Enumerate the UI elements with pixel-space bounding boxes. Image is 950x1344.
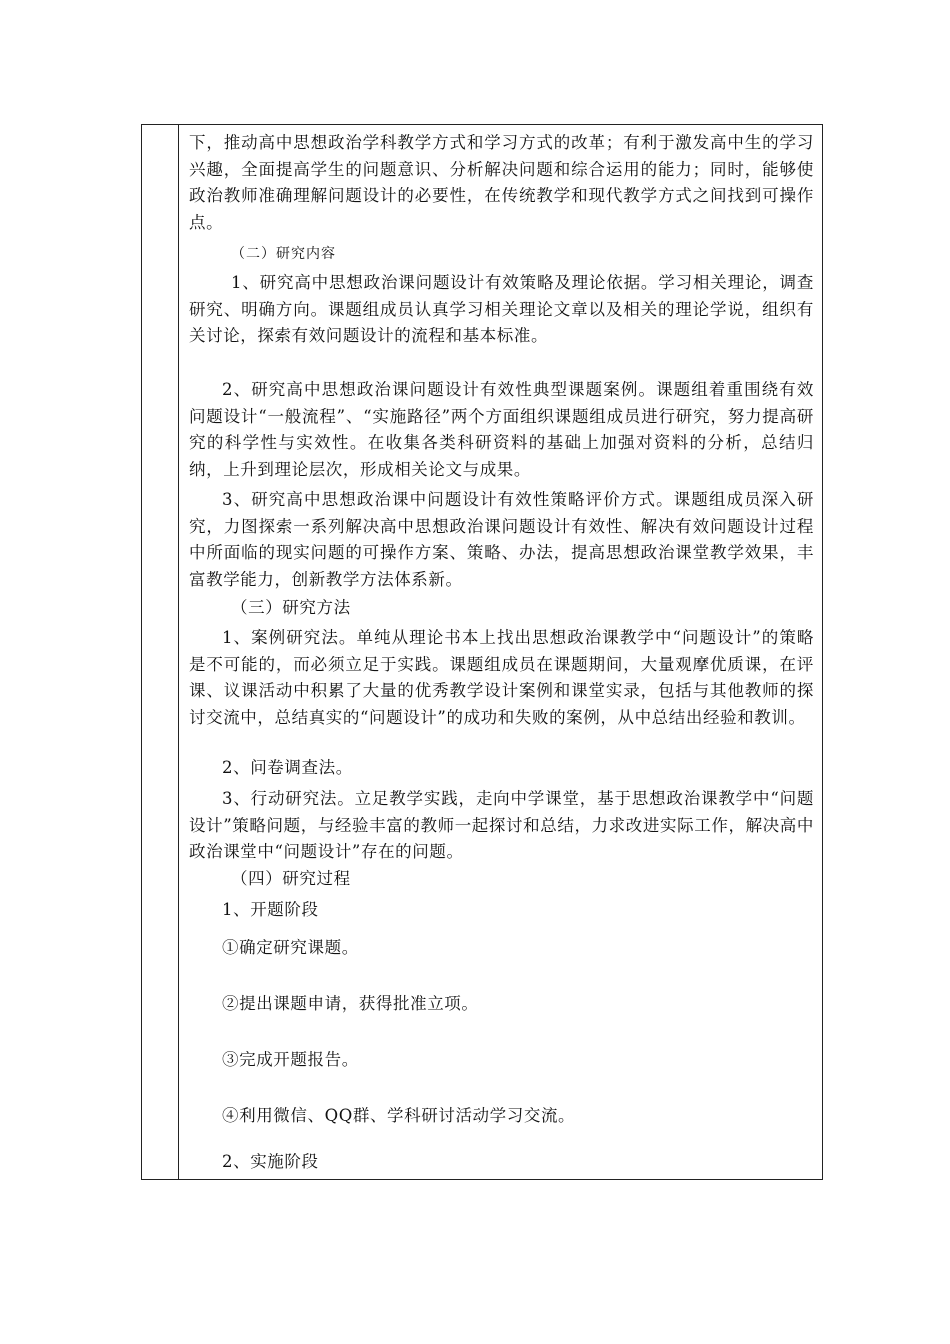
paragraph-process-stage-2: 2、实施阶段 bbox=[222, 1152, 319, 1171]
document-table bbox=[141, 124, 823, 1180]
heading-research-process: （四）研究过程 bbox=[231, 869, 351, 888]
paragraph-intro-continuation: 下，推动高中思想政治学科教学方式和学习方式的改革；有利于激发高中生的学习兴趣，全面提高学生的问题意识、分析解决问题和综合运用的能力；同时，能够使政治教师准确理解问题设计的必要性，在传统教学和现代教学方式之间找到可操作点。 bbox=[189, 133, 814, 232]
paragraph-content-3: 3、研究高中思想政治课中问题设计有效性策略评价方式。课题组成员深入研究，力图探索一系列解决高中思想政治课问题设计有效性、解决有效问题设计过程中所面临的现实问题的可操作方案、策略、办法，提高思想政治课堂教学效果，丰富教学能力，创新教学方法体系新。 bbox=[189, 490, 814, 589]
table-left-cell bbox=[142, 125, 179, 1179]
list-item-1: ①确定研究课题。 bbox=[222, 938, 359, 957]
heading-research-methods: （三）研究方法 bbox=[231, 598, 351, 617]
paragraph-method-1: 1、案例研究法。单纯从理论书本上找出思想政治课教学中“问题设计”的策略是不可能的，而必须立足于实践。课题组成员在课题期间，大量观摩优质课，在评课、议课活动中积累了大量的优秀教学设计案例和课堂实录，包括与其他教师的探讨交流中，总结真实的“问题设计”的成功和失败的案例，从中总结出经验和教训。 bbox=[189, 628, 814, 727]
paragraph-content-1: 1、研究高中思想政治课问题设计有效策略及理论依据。学习相关理论，调查研究、明确方向。课题组成员认真学习相关理论文章以及相关的理论学说，组织有关讨论，探索有效问题设计的流程和基本标准。 bbox=[189, 273, 814, 345]
paragraph-content-2: 2、研究高中思想政治课问题设计有效性典型课题案例。课题组着重围绕有效问题设计“一般流程”、“实施路径”两个方面组织课题组成员进行研究，努力提高研究的科学性与实效性。在收集各类科研资料的基础上加强对资料的分析，总结归纳，上升到理论层次，形成相关论文与成果。 bbox=[189, 380, 814, 479]
list-item-3: ③完成开题报告。 bbox=[222, 1050, 359, 1069]
paragraph-process-stage-1: 1、开题阶段 bbox=[222, 900, 319, 919]
heading-research-content: （二）研究内容 bbox=[231, 246, 336, 262]
paragraph-method-2: 2、问卷调查法。 bbox=[222, 758, 353, 777]
paragraph-method-3: 3、行动研究法。立足教学实践，走向中学课堂，基于思想政治课教学中“问题设计”策略问题，与经验丰富的教师一起探讨和总结，力求改进实际工作，解决高中政治课堂中“问题设计”存在的问题。 bbox=[189, 789, 814, 861]
list-item-4: ④利用微信、QQ群、学科研讨活动学习交流。 bbox=[222, 1106, 576, 1125]
list-item-2: ②提出课题申请，获得批准立项。 bbox=[222, 994, 479, 1013]
